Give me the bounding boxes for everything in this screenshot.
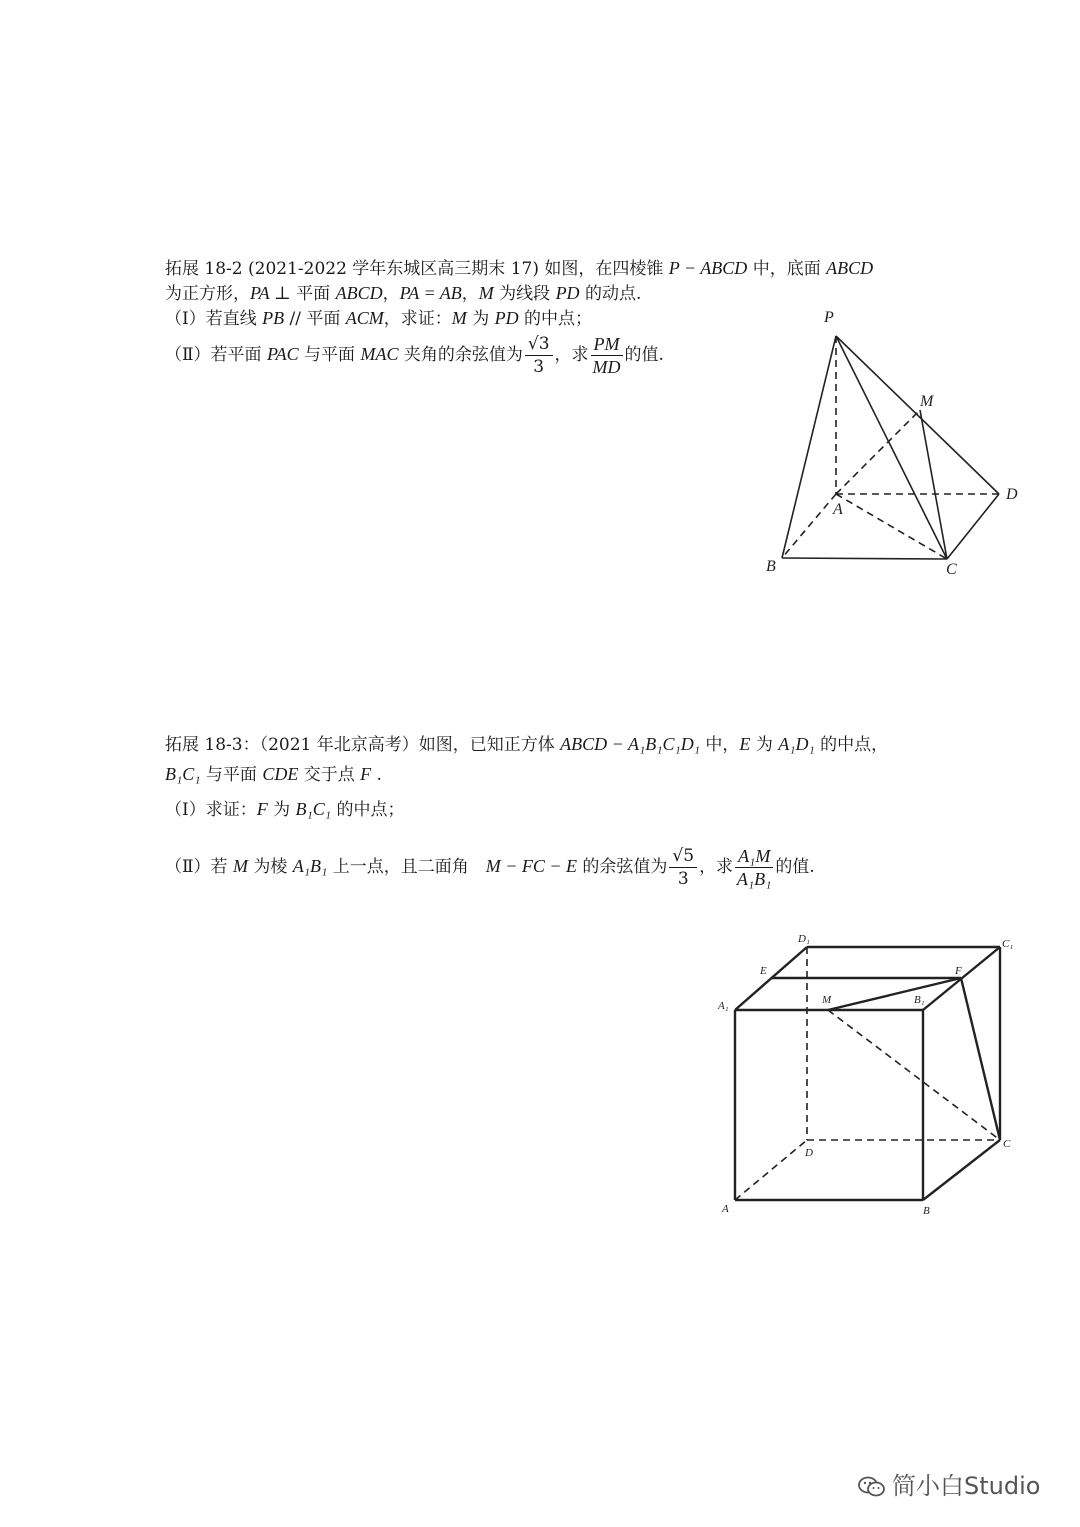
label-B1: B₁ bbox=[914, 994, 925, 1006]
edge-AD bbox=[735, 1140, 807, 1200]
edge-PB bbox=[782, 336, 836, 558]
label-C: C bbox=[1003, 1138, 1011, 1150]
label-P: P bbox=[824, 309, 834, 326]
label-D1: D₁ bbox=[798, 933, 810, 945]
edge-AM bbox=[836, 410, 920, 494]
fraction-sqrt5-over-3: $\frac{√5}{3}$ bbox=[669, 845, 697, 890]
label-F: F bbox=[955, 965, 962, 977]
label-A1: A₁ bbox=[718, 1000, 729, 1012]
label-C1: C₁ bbox=[1002, 938, 1014, 950]
label-D: D bbox=[1006, 486, 1018, 503]
watermark bbox=[858, 1466, 1040, 1501]
watermark-text: 简小白Studio bbox=[892, 1472, 1041, 1500]
edge-CD bbox=[947, 494, 999, 559]
pyramid-figure bbox=[740, 300, 1040, 590]
edge-BC bbox=[782, 558, 947, 559]
label-C: C bbox=[946, 561, 957, 578]
problem2-question1: （Ⅰ）求证：F 为 B₁C₁ 的中点； bbox=[165, 799, 405, 820]
edge-MC bbox=[920, 410, 947, 559]
problem2-line2: B₁C₁ 与平面 CDE 交于点 F . bbox=[165, 764, 382, 785]
problem2-question2: （Ⅱ）若 M 为棱 A₁B₁ 上一点，且二面角 M − FC − E 的余弦值为 $\frac{√5}{3}$ ，求 $\frac{\text{A₁M}}{\text{A₁B₁}}$ 的值. bbox=[165, 846, 815, 889]
problem2-line1: 拓展 18-3：（2021 年北京高考）如图，已知正方体 ABCD − A₁B₁C₁D₁ 中，E 为 A₁D₁ 的中点， bbox=[165, 734, 889, 755]
label-B: B bbox=[766, 558, 776, 575]
problem1-line2: 为正方形，PA ⊥ 平面 ABCD，PA = AB，M 为线段 PD 的动点. bbox=[165, 283, 642, 304]
problem1-question2: （Ⅱ）若平面 PAC 与平面 MAC 夹角的余弦值为 $\frac{√3}{3}$ ，求 $\frac{PM}{MD}$ 的值. bbox=[165, 334, 664, 377]
label-E: E bbox=[760, 965, 767, 977]
cube-figure bbox=[710, 925, 1030, 1225]
label-A: A bbox=[833, 501, 843, 518]
wechat-icon bbox=[858, 1475, 886, 1499]
label-M: M bbox=[822, 994, 832, 1006]
fraction-a1m-over-a1b1: $\frac{\text{A₁M}}{\text{A₁B₁}}$ bbox=[736, 846, 772, 889]
edge-PC bbox=[836, 336, 947, 559]
label-A: A bbox=[722, 1203, 729, 1215]
label-D: D bbox=[805, 1147, 813, 1159]
edge-PD bbox=[836, 336, 999, 494]
label-M: M bbox=[920, 393, 934, 410]
fraction-pm-over-md: $\frac{PM}{MD}$ bbox=[592, 334, 621, 377]
problem1-question1: （Ⅰ）若直线 PB // 平面 ACM，求证：M 为 PD 的中点； bbox=[165, 308, 593, 329]
fraction-sqrt3-over-3: $\frac{√3}{3}$ bbox=[525, 333, 553, 378]
label-B: B bbox=[923, 1205, 930, 1217]
problem1-line1: 拓展 18-2 (2021-2022 学年东城区高三期末 17) 如图，在四棱锥 P − ABCD 中，底面 ABCD bbox=[165, 258, 874, 279]
edge-BC bbox=[923, 1140, 1000, 1200]
